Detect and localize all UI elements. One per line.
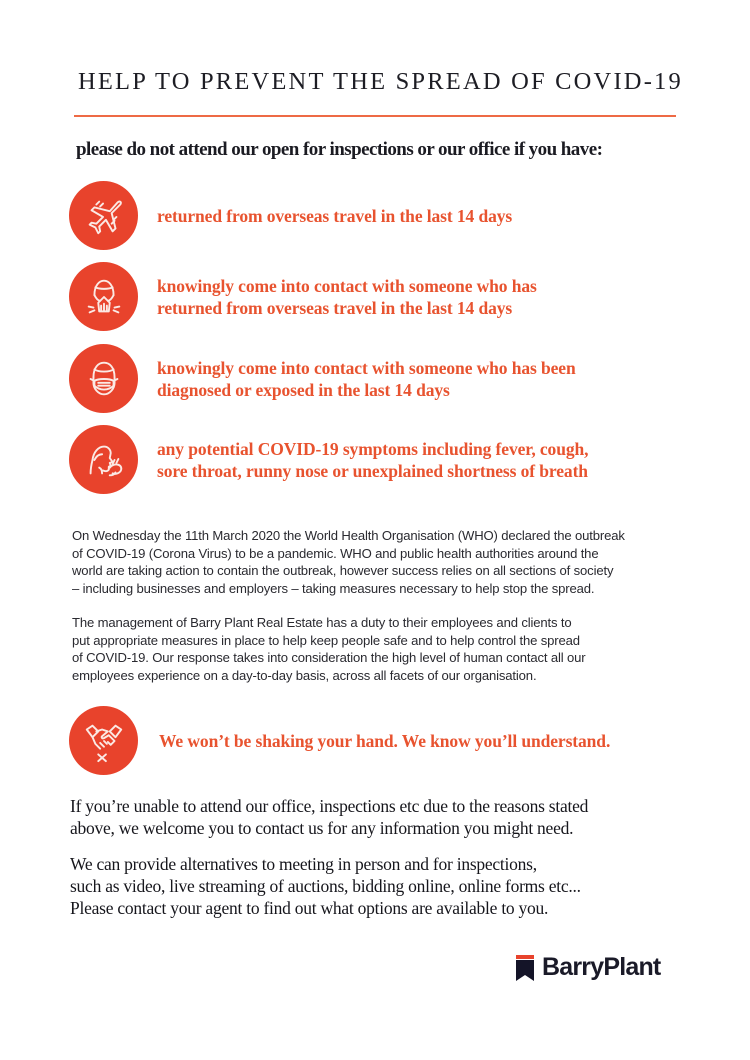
condition-item: [69, 181, 512, 250]
logo-wordmark: BarryPlant: [542, 953, 661, 981]
closing-line: such as video, live streaming of auctions, bidding online, online forms etc...: [70, 876, 581, 896]
paragraph-line: – including businesses and employers – taking measures necessary to help stop the spread.: [72, 580, 595, 596]
condition-text: knowingly come into contact with someone who has: [157, 275, 537, 296]
barry-plant-logo: [516, 953, 660, 981]
condition-item: [69, 425, 588, 494]
condition-text: returned from overseas travel in the last 14 days: [157, 297, 513, 318]
alternatives-paragraph: [70, 853, 690, 919]
face-mask-icon: [69, 344, 138, 413]
paragraph-line: On Wednesday the 11th March 2020 the World Health Organisation (WHO) declared the outbreak: [72, 528, 625, 543]
management-duty-paragraph: [72, 614, 672, 684]
condition-item: [69, 344, 576, 413]
title-divider: [74, 115, 676, 117]
condition-text: returned from overseas travel in the last 14 days: [157, 205, 513, 226]
page-title: HELP TO PREVENT THE SPREAD OF COVID-19: [78, 68, 683, 95]
handshake-notice: [69, 706, 610, 775]
coughing-person-mask-icon: [69, 262, 138, 331]
paragraph-line: of COVID-19. Our response takes into consideration the high level of human contact all our: [72, 650, 586, 665]
sneezing-person-icon: [69, 425, 138, 494]
paragraph-line: employees experience on a day-to-day basis, across all facets of our organisation.: [72, 667, 537, 683]
closing-line: Please contact your agent to find out what options are available to you.: [70, 898, 549, 918]
condition-text: knowingly come into contact with someone who has been: [157, 357, 576, 378]
who-declaration-paragraph: [72, 527, 672, 597]
bookmark-logo-icon: [516, 955, 534, 981]
condition-text: any potential COVID-19 symptoms including fever, cough,: [157, 438, 589, 459]
paragraph-line: The management of Barry Plant Real Estate has a duty to their employees and clients to: [72, 615, 572, 630]
paragraph-line: of COVID-19 (Corona Virus) to be a pandemic. WHO and public health authorities around the: [72, 545, 599, 561]
condition-text: sore throat, runny nose or unexplained shortness of breath: [157, 460, 588, 481]
condition-text: diagnosed or exposed in the last 14 days: [157, 379, 450, 400]
subtitle: please do not attend our open for inspections or our office if you have:: [76, 139, 603, 160]
handshake-text: We won’t be shaking your hand. We know you’ll understand.: [159, 730, 611, 751]
contact-us-paragraph: [70, 795, 690, 839]
paragraph-line: world are taking action to contain the outbreak, however success relies on all sections of society: [72, 563, 614, 578]
no-handshake-icon: [69, 706, 138, 775]
closing-line: above, we welcome you to contact us for any information you might need.: [70, 818, 574, 838]
closing-line: We can provide alternatives to meeting in person and for inspections,: [70, 854, 537, 874]
airplane-icon: [69, 181, 138, 250]
condition-item: [69, 262, 537, 331]
closing-line: If you’re unable to attend our office, inspections etc due to the reasons stated: [70, 796, 589, 816]
paragraph-line: put appropriate measures in place to help keep people safe and to help control the spread: [72, 632, 580, 648]
